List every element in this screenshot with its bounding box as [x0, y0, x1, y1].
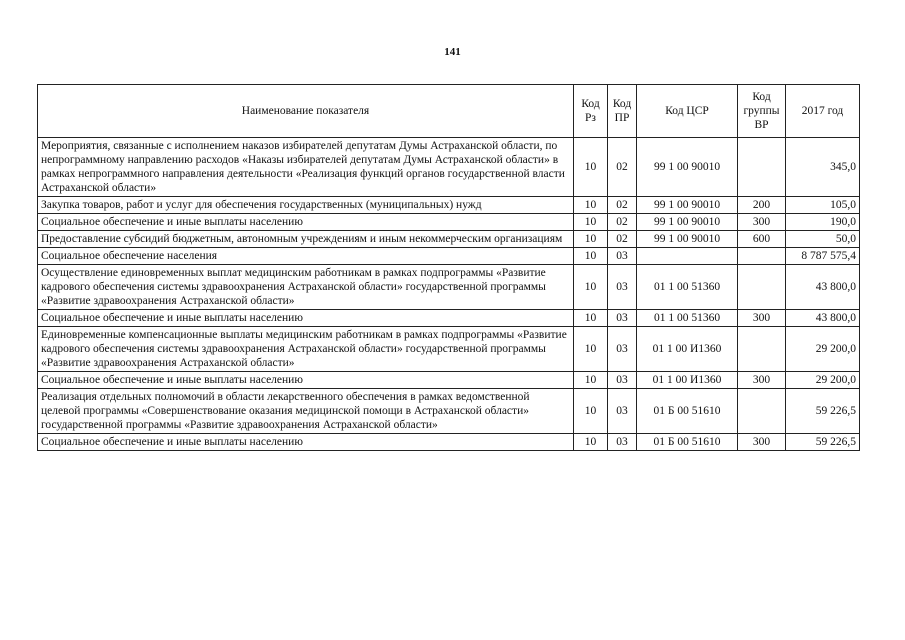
cell-vr	[738, 327, 786, 372]
table-row	[38, 389, 860, 434]
cell-rz: 10	[574, 265, 608, 310]
cell-vr: 600	[738, 231, 786, 248]
cell-name: Социальное обеспечение населения	[38, 248, 574, 265]
cell-pr: 03	[608, 372, 637, 389]
cell-amount: 29 200,0	[786, 372, 860, 389]
table-row	[38, 231, 860, 248]
table-row	[38, 327, 860, 372]
cell-rz: 10	[574, 372, 608, 389]
cell-pr: 03	[608, 248, 637, 265]
table-header-row	[38, 85, 860, 138]
cell-name: Мероприятия, связанные с исполнением наказов избирателей депутатам Думы Астраханской области, по непрограммному направлению расходов «Наказы избирателей депутатам Думы Астраханской области» в рамках непрограммного направления деятельности «Реализация функций органов государственной власти Астраханской области»	[38, 138, 574, 197]
cell-name: Социальное обеспечение и иные выплаты населению	[38, 214, 574, 231]
cell-amount: 59 226,5	[786, 389, 860, 434]
table-row	[38, 265, 860, 310]
cell-amount: 59 226,5	[786, 434, 860, 451]
cell-pr: 03	[608, 327, 637, 372]
header-rz: Код Рз	[574, 85, 608, 138]
cell-csr: 01 Б 00 51610	[637, 434, 738, 451]
cell-pr: 03	[608, 310, 637, 327]
cell-name: Закупка товаров, работ и услуг для обеспечения государственных (муниципальных) нужд	[38, 197, 574, 214]
cell-csr: 99 1 00 90010	[637, 231, 738, 248]
header-name: Наименование показателя	[38, 85, 574, 138]
cell-amount: 345,0	[786, 138, 860, 197]
cell-pr: 02	[608, 197, 637, 214]
cell-vr: 300	[738, 372, 786, 389]
cell-pr: 03	[608, 389, 637, 434]
cell-vr: 300	[738, 214, 786, 231]
cell-rz: 10	[574, 231, 608, 248]
cell-csr: 99 1 00 90010	[637, 138, 738, 197]
cell-amount: 105,0	[786, 197, 860, 214]
cell-csr: 01 1 00 51360	[637, 265, 738, 310]
table-row	[38, 197, 860, 214]
header-csr: Код ЦСР	[637, 85, 738, 138]
cell-pr: 02	[608, 231, 637, 248]
cell-vr	[738, 389, 786, 434]
cell-amount: 29 200,0	[786, 327, 860, 372]
cell-name: Социальное обеспечение и иные выплаты населению	[38, 310, 574, 327]
cell-pr: 02	[608, 138, 637, 197]
cell-csr: 01 1 00 51360	[637, 310, 738, 327]
cell-vr	[738, 265, 786, 310]
cell-vr	[738, 248, 786, 265]
cell-csr	[637, 248, 738, 265]
cell-rz: 10	[574, 327, 608, 372]
cell-amount: 50,0	[786, 231, 860, 248]
cell-rz: 10	[574, 310, 608, 327]
cell-name: Социальное обеспечение и иные выплаты населению	[38, 434, 574, 451]
cell-vr: 300	[738, 310, 786, 327]
cell-rz: 10	[574, 434, 608, 451]
cell-csr: 99 1 00 90010	[637, 214, 738, 231]
table-row	[38, 372, 860, 389]
table-row	[38, 434, 860, 451]
table-row	[38, 214, 860, 231]
cell-name: Реализация отдельных полномочий в области лекарственного обеспечения в рамках ведомственной целевой программы «Совершенствование оказания медицинской помощи в Астраханской области» государственной программы «Развитие здравоохранения Астраханской области»	[38, 389, 574, 434]
cell-amount: 43 800,0	[786, 265, 860, 310]
cell-rz: 10	[574, 197, 608, 214]
page-number: 141	[444, 46, 461, 58]
cell-vr: 300	[738, 434, 786, 451]
cell-csr: 01 1 00 И1360	[637, 327, 738, 372]
table-row	[38, 248, 860, 265]
cell-vr: 200	[738, 197, 786, 214]
cell-name: Предоставление субсидий бюджетным, автономным учреждениям и иным некоммерческим организациям	[38, 231, 574, 248]
cell-csr: 01 Б 00 51610	[637, 389, 738, 434]
cell-name: Социальное обеспечение и иные выплаты населению	[38, 372, 574, 389]
cell-pr: 03	[608, 265, 637, 310]
cell-rz: 10	[574, 248, 608, 265]
cell-amount: 8 787 575,4	[786, 248, 860, 265]
cell-amount: 190,0	[786, 214, 860, 231]
table-row	[38, 138, 860, 197]
cell-rz: 10	[574, 138, 608, 197]
cell-csr: 01 1 00 И1360	[637, 372, 738, 389]
cell-amount: 43 800,0	[786, 310, 860, 327]
cell-name: Единовременные компенсационные выплаты медицинским работникам в рамках подпрограммы «Развитие кадрового обеспечения системы здравоохранения Астраханской области» государственной программы «Развитие здравоохранения Астраханской области»	[38, 327, 574, 372]
header-year: 2017 год	[786, 85, 860, 138]
cell-vr	[738, 138, 786, 197]
table-row	[38, 310, 860, 327]
cell-pr: 03	[608, 434, 637, 451]
header-pr: Код ПР	[608, 85, 637, 138]
cell-rz: 10	[574, 389, 608, 434]
budget-table	[37, 84, 860, 451]
cell-pr: 02	[608, 214, 637, 231]
cell-csr: 99 1 00 90010	[637, 197, 738, 214]
header-vr: Код группы ВР	[738, 85, 786, 138]
cell-rz: 10	[574, 214, 608, 231]
cell-name: Осуществление единовременных выплат медицинским работникам в рамках подпрограммы «Развитие кадрового обеспечения системы здравоохранения Астраханской области» государственной программы «Развитие здравоохранения Астраханской области»	[38, 265, 574, 310]
